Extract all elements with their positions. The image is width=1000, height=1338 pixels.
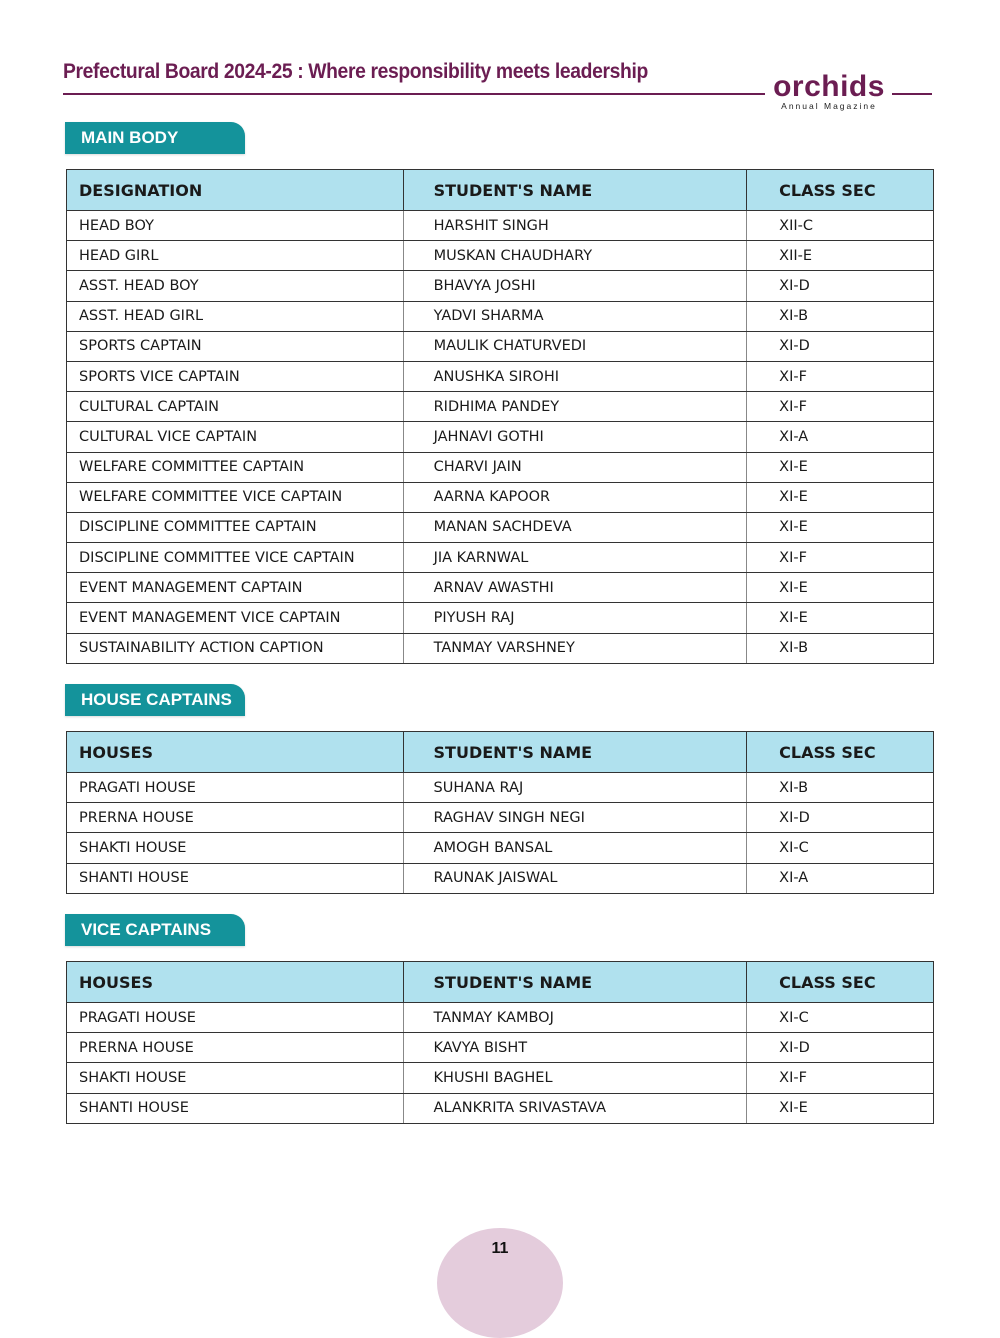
cell-designation: HEAD GIRL [67,241,404,271]
cell-class-sec: XI-A [747,422,934,452]
cell-designation: SHAKTI HOUSE [67,833,404,863]
table-row [67,1033,934,1063]
cell-student-name: MUSKAN CHAUDHARY [403,241,747,271]
table-body [67,211,934,664]
cell-class-sec: XI-A [747,863,934,893]
page-number: 11 [491,1240,509,1257]
table-row [67,1003,934,1033]
cell-designation: ASST. HEAD BOY [67,271,404,301]
table-row [67,1093,934,1123]
cell-designation: ASST. HEAD GIRL [67,301,404,331]
cell-designation: SUSTAINABILITY ACTION CAPTION [67,633,404,663]
column-header-student-name: STUDENT'S NAME [403,962,747,1003]
cell-designation: WELFARE COMMITTEE VICE CAPTAIN [67,482,404,512]
magazine-logo [770,70,888,110]
table-row [67,773,934,803]
column-header-class-sec: CLASS SEC [747,732,934,773]
cell-class-sec: XI-F [747,1063,934,1093]
cell-designation: CULTURAL CAPTAIN [67,392,404,422]
cell-student-name: RAGHAV SINGH NEGI [403,803,747,833]
cell-class-sec: XI-E [747,512,934,542]
logo-name: orchids [773,70,885,103]
header-divider [63,93,765,95]
logo-subtitle: Annual Magazine [781,101,877,111]
cell-student-name: RAUNAK JAISWAL [403,863,747,893]
cell-student-name: AMOGH BANSAL [403,833,747,863]
cell-class-sec: XI-E [747,603,934,633]
section-tab-house-captains: HOUSE CAPTAINS [65,684,245,716]
cell-designation: DISCIPLINE COMMITTEE CAPTAIN [67,512,404,542]
page-number-badge [437,1228,563,1338]
cell-class-sec: XI-D [747,271,934,301]
cell-class-sec: XI-E [747,452,934,482]
column-header-class-sec: CLASS SEC [747,962,934,1003]
cell-designation: PRAGATI HOUSE [67,1003,404,1033]
cell-student-name: KHUSHI BAGHEL [403,1063,747,1093]
cell-student-name: TANMAY KAMBOJ [403,1003,747,1033]
cell-class-sec: XI-F [747,392,934,422]
cell-class-sec: XI-E [747,573,934,603]
section-tab-vice-captains: VICE CAPTAINS [65,914,245,946]
cell-student-name: CHARVI JAIN [403,452,747,482]
table-row [67,482,934,512]
cell-designation: HEAD BOY [67,211,404,241]
table-row [67,603,934,633]
cell-class-sec: XI-B [747,633,934,663]
table-row [67,863,934,893]
table-row [67,543,934,573]
cell-class-sec: XII-E [747,241,934,271]
cell-designation: SPORTS VICE CAPTAIN [67,361,404,391]
table-row [67,301,934,331]
cell-student-name: YADVI SHARMA [403,301,747,331]
page-title: Prefectural Board 2024-25 : Where responsibility meets leadership [63,60,648,83]
cell-student-name: HARSHIT SINGH [403,211,747,241]
cell-designation: EVENT MANAGEMENT CAPTAIN [67,573,404,603]
table-row [67,452,934,482]
cell-class-sec: XI-D [747,331,934,361]
cell-designation: SHANTI HOUSE [67,1093,404,1123]
table-header-row [67,732,934,773]
column-header-student-name: STUDENT'S NAME [403,732,747,773]
table-row [67,271,934,301]
cell-student-name: MAULIK CHATURVEDI [403,331,747,361]
table-row [67,1063,934,1093]
column-header-designation: DESIGNATION [67,170,404,211]
cell-student-name: BHAVYA JOSHI [403,271,747,301]
cell-student-name: JIA KARNWAL [403,543,747,573]
column-header-houses: HOUSES [67,962,404,1003]
cell-class-sec: XII-C [747,211,934,241]
cell-student-name: RIDHIMA PANDEY [403,392,747,422]
cell-class-sec: XI-F [747,361,934,391]
main-body-table [66,169,934,664]
cell-class-sec: XI-D [747,803,934,833]
cell-designation: SPORTS CAPTAIN [67,331,404,361]
table-row [67,241,934,271]
cell-designation: SHANTI HOUSE [67,863,404,893]
cell-student-name: ANUSHKA SIROHI [403,361,747,391]
cell-student-name: ALANKRITA SRIVASTAVA [403,1093,747,1123]
table-header-row [67,962,934,1003]
table-row [67,211,934,241]
cell-class-sec: XI-E [747,482,934,512]
cell-designation: DISCIPLINE COMMITTEE VICE CAPTAIN [67,543,404,573]
cell-student-name: JAHNAVI GOTHI [403,422,747,452]
cell-class-sec: XI-F [747,543,934,573]
section-tab-main-body: MAIN BODY [65,122,245,154]
header-divider-right [892,93,932,95]
table-body [67,1003,934,1124]
cell-designation: EVENT MANAGEMENT VICE CAPTAIN [67,603,404,633]
table-row [67,392,934,422]
cell-designation: PRERNA HOUSE [67,1033,404,1063]
cell-student-name: PIYUSH RAJ [403,603,747,633]
table-header-row [67,170,934,211]
cell-class-sec: XI-E [747,1093,934,1123]
cell-class-sec: XI-C [747,1003,934,1033]
cell-student-name: ARNAV AWASTHI [403,573,747,603]
table-row [67,422,934,452]
cell-student-name: MANAN SACHDEVA [403,512,747,542]
table-row [67,803,934,833]
column-header-houses: HOUSES [67,732,404,773]
table-body [67,773,934,894]
house-captains-table [66,731,934,894]
column-header-class-sec: CLASS SEC [747,170,934,211]
cell-class-sec: XI-B [747,301,934,331]
cell-designation: WELFARE COMMITTEE CAPTAIN [67,452,404,482]
table-row [67,512,934,542]
table-row [67,573,934,603]
table-row [67,331,934,361]
table-row [67,833,934,863]
cell-student-name: TANMAY VARSHNEY [403,633,747,663]
column-header-student-name: STUDENT'S NAME [403,170,747,211]
cell-class-sec: XI-C [747,833,934,863]
cell-designation: PRERNA HOUSE [67,803,404,833]
cell-student-name: SUHANA RAJ [403,773,747,803]
cell-designation: SHAKTI HOUSE [67,1063,404,1093]
vice-captains-table [66,961,934,1124]
table-row [67,633,934,663]
table-row [67,361,934,391]
cell-student-name: KAVYA BISHT [403,1033,747,1063]
cell-designation: PRAGATI HOUSE [67,773,404,803]
cell-student-name: AARNA KAPOOR [403,482,747,512]
cell-designation: CULTURAL VICE CAPTAIN [67,422,404,452]
cell-class-sec: XI-D [747,1033,934,1063]
cell-class-sec: XI-B [747,773,934,803]
